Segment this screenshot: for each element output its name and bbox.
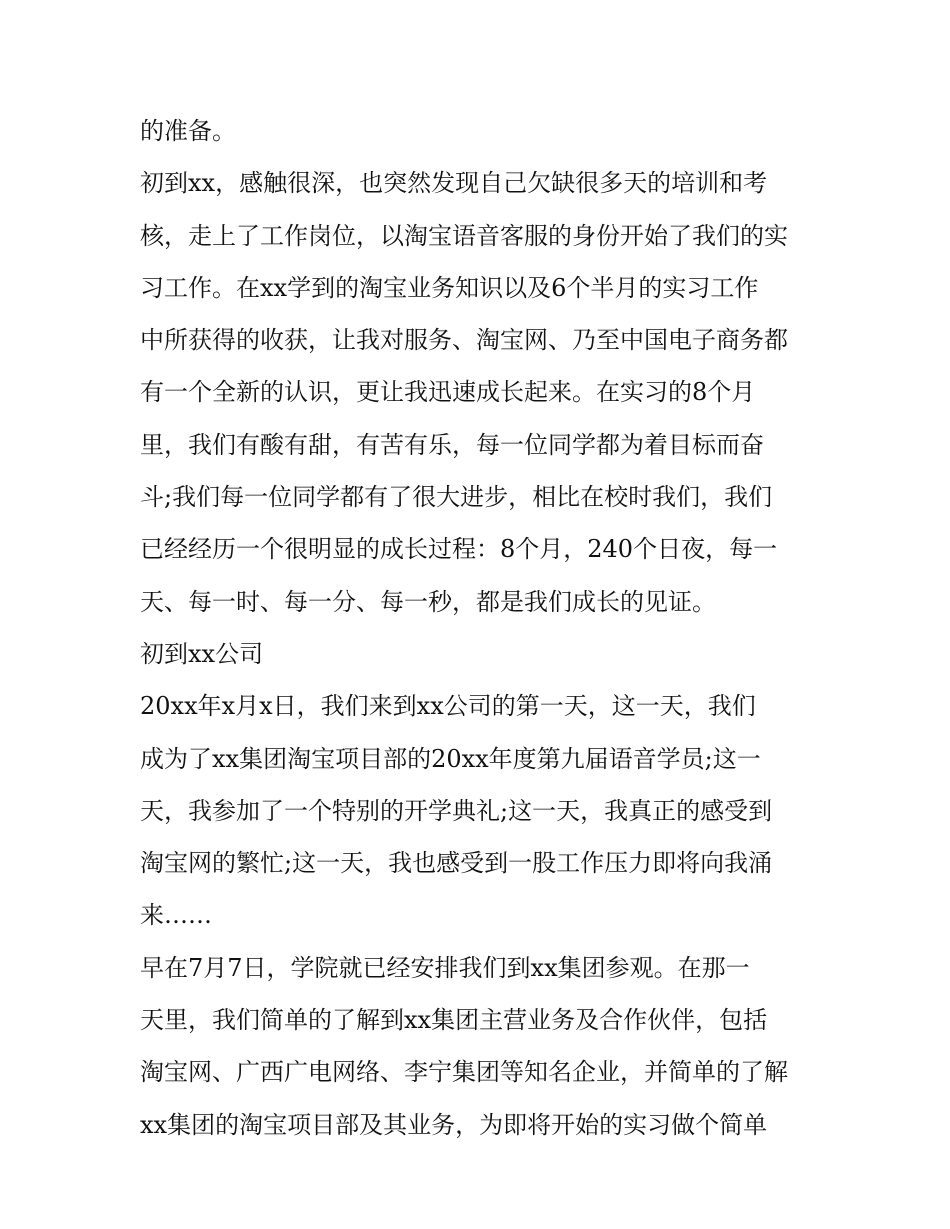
text-line: xx集团的淘宝项目部及其业务，为即将开始的实习做个简单 [140,1110,768,1139]
text-line: 有一个全新的认识，更让我迅速成长起来。在实习的8个月 [140,378,756,407]
text-line: 习工作。在xx学到的淘宝业务知识以及6个半月的实习工作 [140,273,759,302]
text-line: 的准备。 [140,117,236,145]
text-line: 来…… [140,901,212,930]
text-line: 天里，我们简单的了解到xx集团主营业务及合作伙伴，包括 [140,1006,768,1035]
text-line: 天、每一时、每一分、每一秒，都是我们成长的见证。 [140,587,716,616]
text-line: 淘宝网的繁忙;这一天，我也感受到一股工作压力即将向我涌 [140,849,773,878]
text-line: 成为了xx集团淘宝项目部的20xx年度第九届语音学员;这一 [140,744,761,773]
text-line: 已经经历一个很明显的成长过程：8个月，240个日夜，每一 [140,535,778,564]
section-heading: 初到xx公司 [140,639,264,668]
document-body [140,105,820,1151]
text-line: 早在7月7日，学院就已经安排我们到xx集团参观。在那一 [140,953,750,982]
text-line: 20xx年x月x日，我们来到xx公司的第一天，这一天，我们 [140,692,756,721]
text-line: 初到xx，感触很深，也突然发现自己欠缺很多天的培训和考 [140,169,768,198]
text-line: 淘宝网、广西广电网络、李宁集团等知名企业，并简单的了解 [140,1058,788,1087]
text-line: 斗;我们每一位同学都有了很大进步，相比在校时我们，我们 [140,483,773,512]
text-line: 里，我们有酸有甜，有苦有乐，每一位同学都为着目标而奋 [140,430,764,459]
text-line: 天，我参加了一个特别的开学典礼;这一天，我真正的感受到 [140,796,773,825]
text-line: 中所获得的收获，让我对服务、淘宝网、乃至中国电子商务都 [140,326,788,355]
text-line: 核，走上了工作岗位，以淘宝语音客服的身份开始了我们的实 [140,221,788,250]
